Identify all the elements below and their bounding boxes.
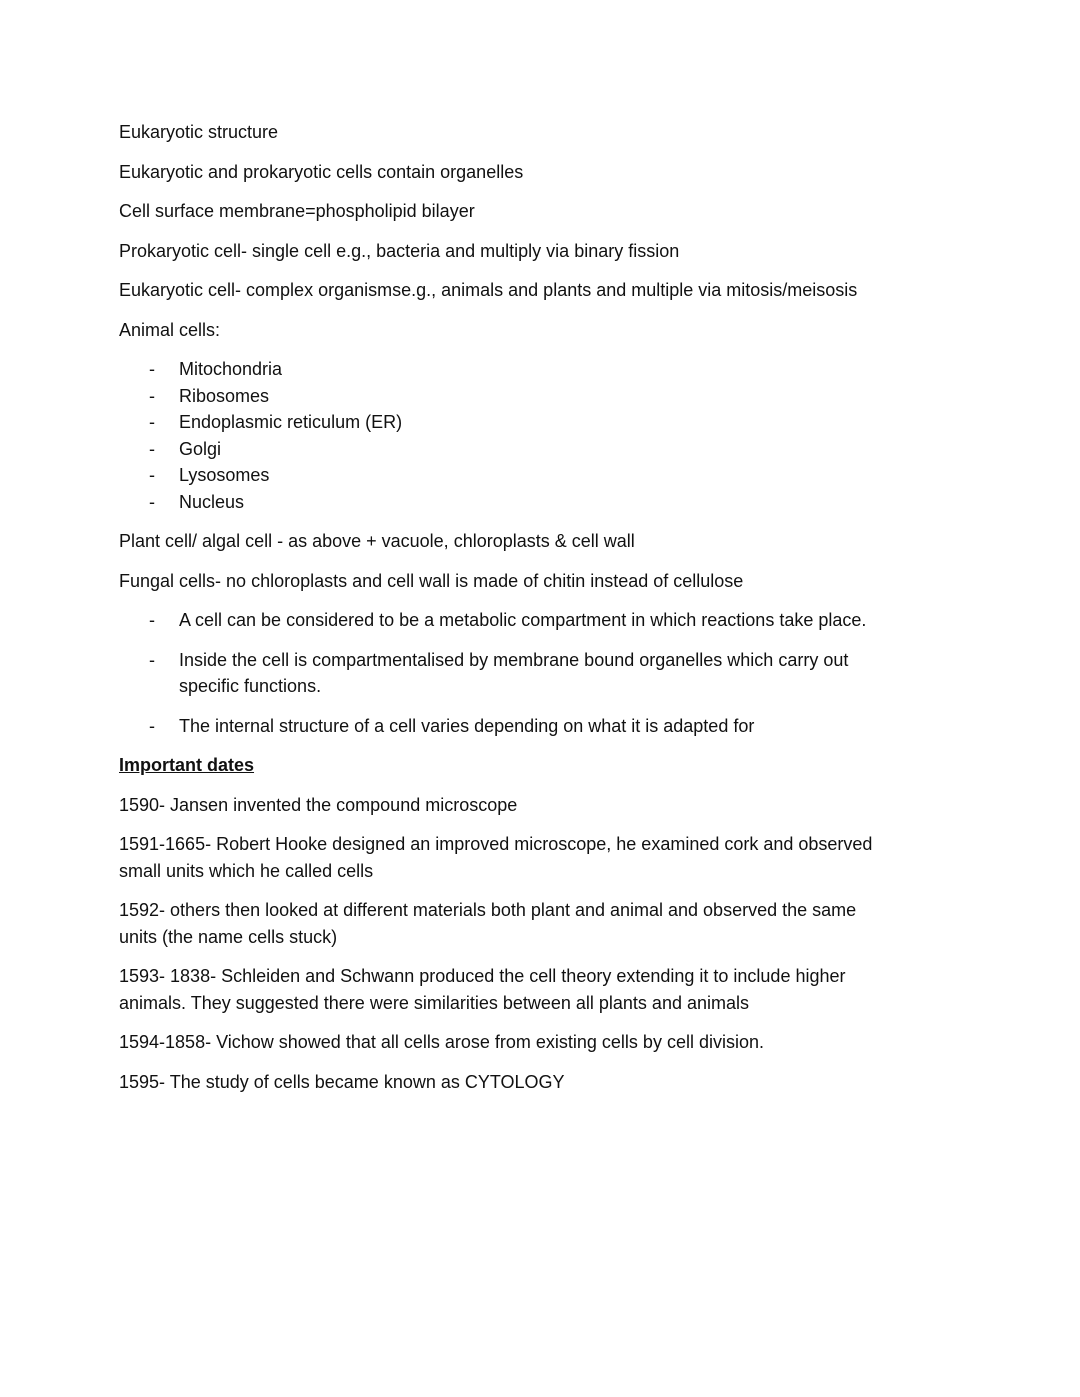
date-entry-1591: 1591-1665- Robert Hooke designed an improved microscope, he examined cork and observed small units which he called cells [119,834,873,881]
list-item [119,647,879,700]
list-item [119,436,879,463]
bullet-dash: - [149,491,155,512]
point-text: The internal structure of a cell varies depending on what it is adapted for [179,715,755,736]
list-item [119,356,879,383]
list-item [119,489,879,516]
doc-title: Eukaryotic structure [119,122,279,142]
point-text: Inside the cell is compartmentalised by membrane bound organelles which carry out specific functions. [179,649,849,696]
fungal-cell-line: Fungal cells- no chloroplasts and cell wall is made of chitin instead of cellulose [119,570,744,591]
bullet-dash: - [149,412,155,432]
intro-line-prokaryotic: Prokaryotic cell- single cell e.g., bacteria and multiply via binary fission [119,240,680,261]
list-item [119,607,879,634]
cell-points-list [119,607,879,739]
organelle-label: Golgi [179,438,222,459]
date-entry-1595: 1595- The study of cells became known as CYTOLOGY [119,1071,565,1092]
bullet-dash: - [149,465,155,485]
organelle-label: Mitochondria [179,359,283,379]
organelle-label: Nucleus [179,491,245,512]
point-text: A cell can be considered to be a metabolic compartment in which reactions take place. [179,610,867,630]
list-item [119,383,879,410]
document-page [119,119,879,1108]
intro-line-membrane: Cell surface membrane=phospholipid bilayer [119,201,475,221]
date-entry-1594: 1594-1858- Vichow showed that all cells arose from existing cells by cell division. [119,1032,764,1052]
bullet-dash: - [149,715,155,736]
bullet-dash: - [149,359,155,379]
plant-cell-line: Plant cell/ algal cell - as above + vacuole, chloroplasts & cell wall [119,531,635,551]
date-entry-1592: 1592- others then looked at different materials both plant and animal and observed the same units (the name cells stuck) [119,900,857,947]
important-dates-heading: Important dates [119,755,255,775]
list-item [119,409,879,436]
organelle-label: Lysosomes [179,465,270,485]
date-entry-1590: 1590- Jansen invented the compound microscope [119,794,518,815]
bullet-dash: - [149,438,155,459]
intro-line-eukaryotic: Eukaryotic cell- complex organismse.g., animals and plants and multiple via mitosis/meisosis [119,280,858,300]
list-item [119,462,879,489]
intro-line-organelles: Eukaryotic and prokaryotic cells contain organelles [119,161,524,182]
organelle-list [119,356,879,515]
animal-cells-label: Animal cells: [119,319,221,340]
bullet-dash: - [149,610,155,630]
list-item [119,713,879,740]
bullet-dash: - [149,385,155,406]
date-entry-1593: 1593- 1838- Schleiden and Schwann produced the cell theory extending it to include higher animals. They suggested there were similarities between all plants and animals [119,966,846,1013]
organelle-label: Ribosomes [179,385,270,406]
organelle-label: Endoplasmic reticulum (ER) [179,412,403,432]
bullet-dash: - [149,649,155,670]
